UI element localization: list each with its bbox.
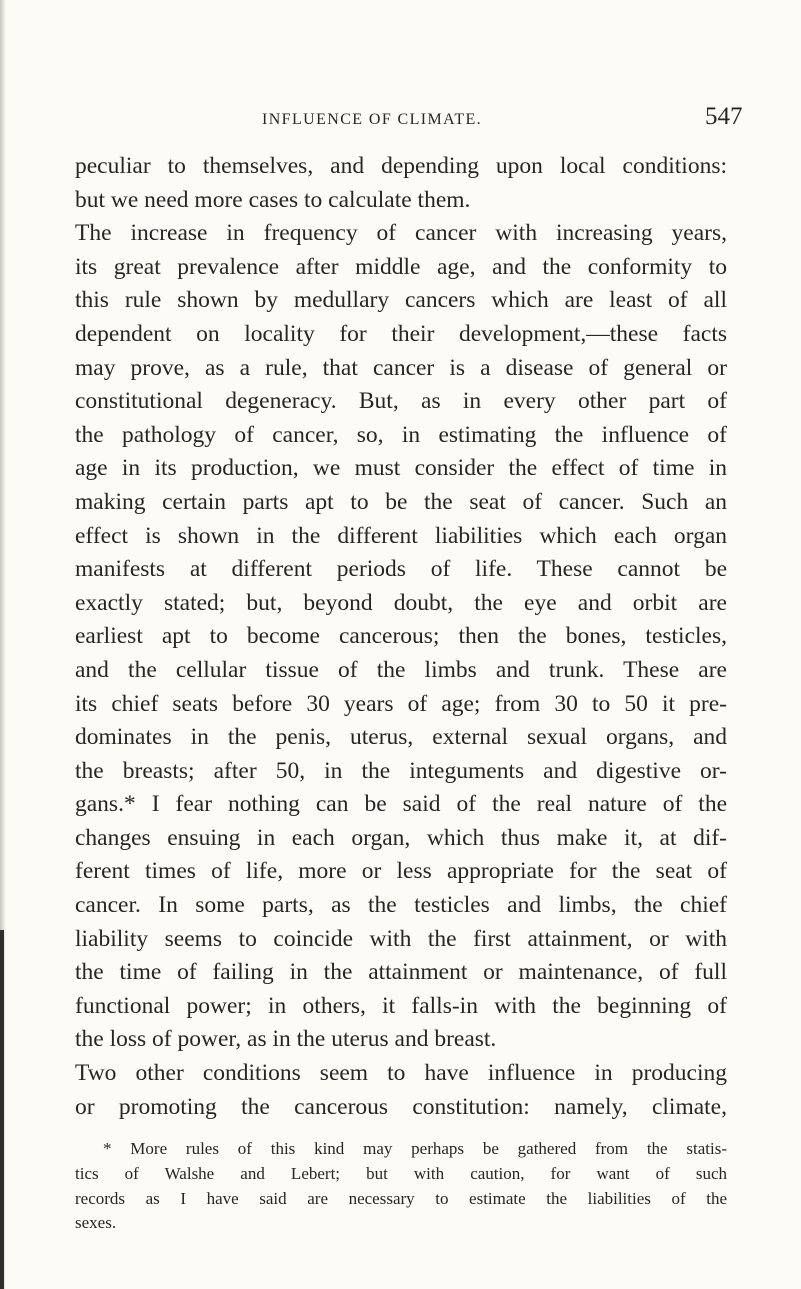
footnote-line: tics of Walshe and Lebert; but with caution, for want of such bbox=[75, 1163, 727, 1183]
text-line: liability seems to coincide with the first attainment, or with bbox=[75, 925, 727, 952]
text-line: but we need more cases to calculate them. bbox=[75, 186, 471, 213]
text-line: the time of failing in the attainment or maintenance, of full bbox=[75, 959, 727, 986]
text-line: this rule shown by medullary cancers which are least of all bbox=[75, 287, 727, 314]
text-line: functional power; in others, it falls-in with the beginning of bbox=[75, 992, 727, 1019]
text-line: making certain parts apt to be the seat of cancer. Such an bbox=[75, 488, 727, 515]
running-head: INFLUENCE OF CLIMATE. bbox=[262, 111, 483, 128]
text-line: exactly stated; but, beyond doubt, the eye and orbit are bbox=[75, 589, 727, 616]
text-line: The increase in frequency of cancer with increasing years, bbox=[75, 220, 727, 247]
footnote bbox=[75, 1137, 727, 1236]
text-line: dominates in the penis, uterus, external sexual organs, and bbox=[75, 724, 727, 751]
text-line: gans.* I fear nothing can be said of the real nature of the bbox=[75, 791, 727, 818]
text-line: manifests at different periods of life. These cannot be bbox=[75, 556, 727, 583]
text-line: the pathology of cancer, so, in estimating the influence of bbox=[75, 421, 727, 448]
text-line: changes ensuing in each organ, which thus make it, at dif- bbox=[75, 824, 727, 851]
text-line: the breasts; after 50, in the integuments and digestive or- bbox=[75, 757, 727, 784]
text-line: earliest apt to become cancerous; then the bones, testicles, bbox=[75, 623, 727, 650]
text-line: effect is shown in the different liabilities which each organ bbox=[75, 522, 727, 549]
text-line: its great prevalence after middle age, and the conformity to bbox=[75, 253, 727, 280]
text-line: constitutional degeneracy. But, as in every other part of bbox=[75, 388, 727, 415]
binding-edge bbox=[0, 930, 4, 1289]
page-number: 547 bbox=[705, 103, 743, 130]
text-line: peculiar to themselves, and depending upon local conditions: bbox=[75, 153, 727, 179]
footnote-line: * More rules of this kind may perhaps be gathered from the statis- bbox=[103, 1139, 727, 1158]
text-line: its chief seats before 30 years of age; from 30 to 50 it pre- bbox=[75, 690, 727, 717]
footnote-line: sexes. bbox=[75, 1213, 117, 1233]
body-text bbox=[75, 150, 727, 1124]
footnote-line: records as I have said are necessary to estimate the liabilities of the bbox=[75, 1188, 727, 1208]
text-line: Two other conditions seem to have influence in producing bbox=[75, 1060, 727, 1087]
text-line: dependent on locality for their development,—these facts bbox=[75, 320, 727, 347]
text-line: and the cellular tissue of the limbs and trunk. These are bbox=[75, 656, 727, 683]
text-line: may prove, as a rule, that cancer is a disease of general or bbox=[75, 354, 727, 381]
text-line: the loss of power, as in the uterus and breast. bbox=[75, 1026, 497, 1053]
text-line: or promoting the cancerous constitution: namely, climate, bbox=[75, 1093, 727, 1120]
text-line: cancer. In some parts, as the testicles and limbs, the chief bbox=[75, 892, 727, 919]
text-line: age in its production, we must consider the effect of time in bbox=[75, 455, 727, 482]
text-line: ferent times of life, more or less appropriate for the seat of bbox=[75, 858, 727, 885]
